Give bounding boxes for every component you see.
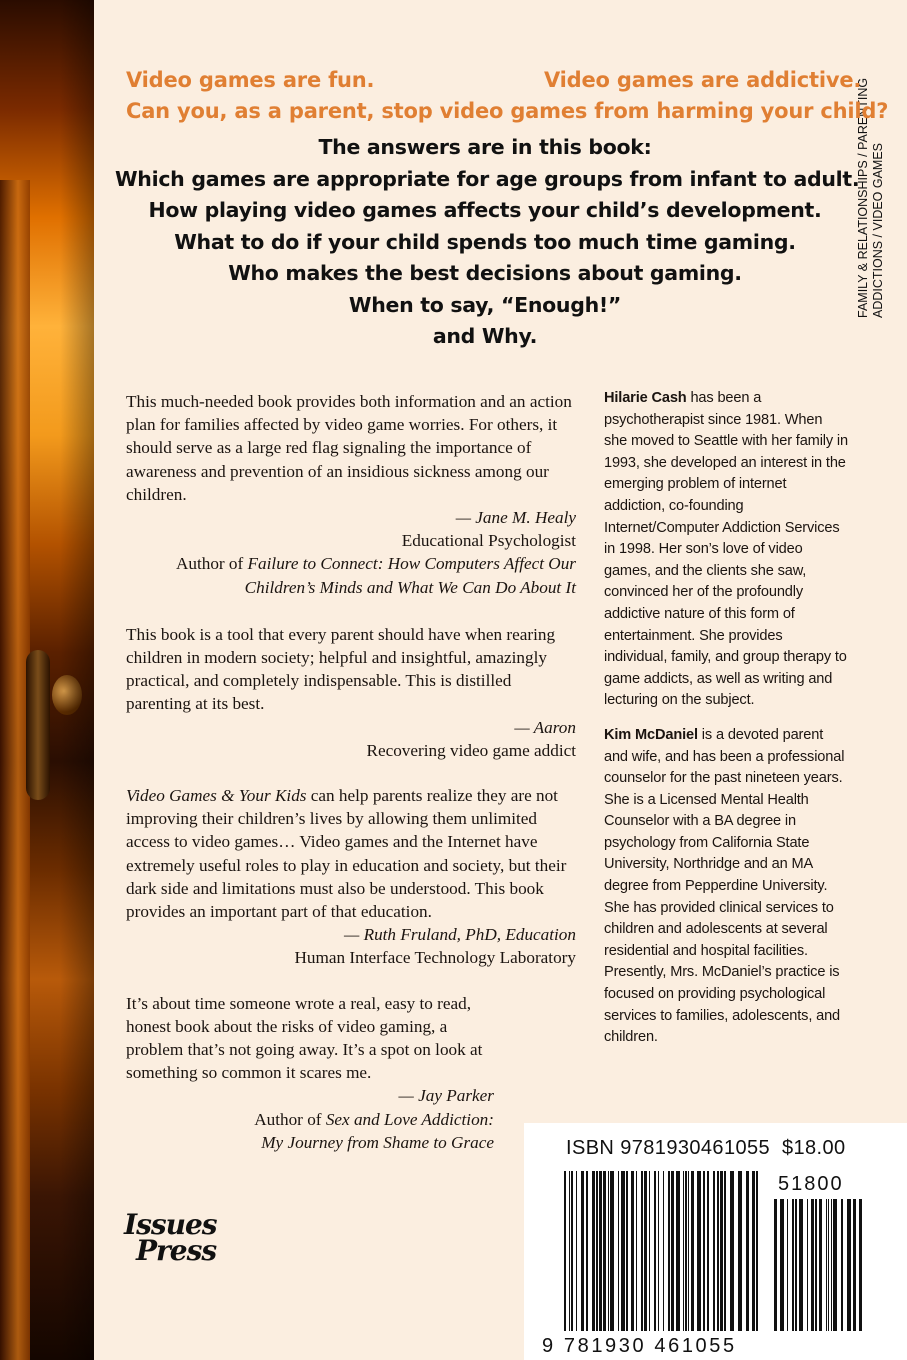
reviews-column [126,390,576,1176]
barcode-bar [787,1199,788,1331]
barcode-bar [774,1199,777,1331]
photo-shade [60,0,94,1360]
barcode-bar [831,1199,832,1331]
review-role: Human Interface Technology Laboratory [294,948,576,968]
barcode-bar [799,1199,803,1331]
review-credit-title: Failure to Connect: How Computers Affect Our Children’s Minds and What We Can Do About It [244,554,576,597]
barcode-bar [569,1171,570,1331]
barcode-number: 9 781930 461055 [542,1335,737,1357]
headline-line: The answers are in this book: [318,135,652,159]
review-text: It’s about time someone wrote a real, easy to read, honest book about the risks of video gaming, a problem that’s not going away. It’s a spot on look at something so common it scares me. [126,993,483,1083]
barcode-bar [685,1171,687,1331]
review-aaron [126,623,576,762]
review-credit-prefix: Author of [175,554,248,574]
headline-block [115,132,860,353]
category-line-1: FAMILY & RELATIONSHIPS / PARENTING [856,77,870,318]
barcode-bar [676,1171,680,1331]
barcode-bar [720,1171,723,1331]
barcode-bar [599,1171,602,1331]
tagline-question: Can you, as a parent, stop video games from harming your child? [126,99,889,123]
review-text [126,784,576,923]
headline-line: Which games are appropriate for age groups from infant to adult. [115,166,860,191]
review-author: — Aaron [514,717,576,737]
headline-line: What to do if your child spends too much time gaming. [174,229,796,254]
barcode-bar [697,1171,701,1331]
barcode-bar [571,1171,573,1331]
price-addon-barcode [774,1199,862,1331]
barcode-bar [631,1171,634,1331]
barcode-bar [756,1171,758,1331]
barcode-bar [738,1171,742,1331]
headline-line: Who makes the best decisions about gaming. [228,261,742,285]
price-code: 51800 [778,1173,844,1195]
barcode-bar [671,1171,674,1331]
cover-photo-strip [0,0,94,1360]
barcode-bar [707,1171,709,1331]
barcode-bar [807,1199,808,1331]
bio-hilarie-cash [604,388,849,712]
bio-kim-mcdaniel [604,725,849,1049]
review-healy [126,390,576,599]
barcode-bar [603,1171,606,1331]
barcode-bar [724,1171,726,1331]
barcode-bar [811,1199,814,1331]
price: $18.00 [781,1137,846,1159]
barcode-bar [730,1171,734,1331]
barcode-bar [717,1171,719,1331]
review-book-title: Video Games & Your Kids [126,786,307,806]
bio-text: is a devoted parent and wife, and has been a professional counselor for the past nineteen years. She is a Licensed Mental Health Counselor with a BA degree in psychology from California State University, Northridge and an MA degree from Pepperdine University. She has provided clinical services to children and adolescents at several residential and hospital facilities. Presently, Mrs. McDaniel’s practice is focused on providing psychological services to families, adolescents, and children. [604,726,845,1046]
review-credit-prefix: Author of [254,1109,326,1129]
barcode-bar [819,1199,822,1331]
review-role: Educational Psychologist [401,531,576,551]
barcode-bar [658,1171,659,1331]
barcode-bar [826,1199,827,1331]
author-bios [604,388,849,1062]
barcode-bar [780,1199,784,1331]
review-role: Recovering video game addict [366,740,576,760]
barcode-bar [649,1171,650,1331]
publisher-logo-line-2: Press [136,1234,217,1267]
barcode-bar [610,1171,614,1331]
barcode-bar [581,1171,584,1331]
barcode-bar [688,1171,689,1331]
barcode-bar [596,1171,598,1331]
bio-name: Hilarie Cash [604,390,687,406]
review-body: can help parents realize they are not improving their children’s lives by allowing them unlimited access to video games… Video games and the Internet have extremely useful roles to play in education and society, but their dark side and limitations must also be understood. This book provides an important part of that education. [126,786,567,922]
barcode-bar [792,1199,794,1331]
barcode-panel [524,1123,907,1360]
barcode-bar [853,1199,856,1331]
barcode-bar [586,1171,588,1331]
headline-line: How playing video games affects your child’s development. [148,198,822,222]
barcode-bar [663,1171,664,1331]
tagline-right: Video games are addictive. [544,68,862,92]
tagline-left: Video games are fun. [126,68,375,92]
barcode-bar [636,1171,637,1331]
review-credit-title-2: My Journey from Shame to Grace [261,1132,494,1152]
barcode-bar [828,1199,829,1331]
barcode-bar [847,1199,851,1331]
keyhole-plate-image [26,650,50,800]
review-fruland [126,784,576,970]
review-author: — Jay Parker [398,1086,494,1106]
barcode-bar [576,1171,577,1331]
headline-line: and Why. [432,324,538,348]
barcode-bar [592,1171,595,1331]
barcode-bar [703,1171,705,1331]
review-text: This book is a tool that every parent should have when rearing children in modern society; helpful and insightful, amazingly practical, and completely indispensable. This is distilled parenting at its best. [126,624,556,714]
barcode-bar [654,1171,656,1331]
headline-line: When to say, “Enough!” [348,292,622,317]
review-credit [126,552,576,598]
barcode-bar [608,1171,609,1331]
review-author: — Ruth Fruland, PhD, Education [343,925,576,945]
isbn-label: ISBN 9781930461055 [566,1137,771,1159]
barcode-bar [683,1171,684,1331]
barcode-bar [841,1199,843,1331]
category-line-2: ADDICTIONS / VIDEO GAMES [871,142,885,318]
review-credit-title: Sex and Love Addiction: [325,1109,494,1129]
bio-text: has been a psychotherapist since 1981. When she moved to Seattle with her family in 1993, she developed an interest in the emerging problem of internet addiction, co-founding Internet/Computer Addiction Services in 1998. Her son’s love of video games, and the clients she saw, convinced her of the profoundly addictive nature of this form of entertainment. She provides individual, family, and group therapy to game addicts, as well as writing and lecturing on the subject. [604,390,848,709]
barcode-bar [641,1171,643,1331]
barcode-bar [795,1199,797,1331]
barcode-bar [668,1171,670,1331]
barcode-bar [621,1171,625,1331]
review-credit [126,1108,494,1131]
barcode-bar [564,1171,566,1331]
barcode-bar [626,1171,628,1331]
barcode-bar [752,1171,755,1331]
publisher-logo [124,1208,217,1267]
barcode-bar [691,1171,694,1331]
barcode-bar [713,1171,715,1331]
review-parker [126,992,494,1154]
bio-name: Kim McDaniel [604,726,698,743]
barcode-bar [618,1171,619,1331]
review-text: This much-needed book provides both information and an action plan for families affected by video game worries. For others, it should serve as a large red flag signaling the importance of awareness and prevention of an insidious sickness among our children. [126,392,572,504]
barcode-bar [833,1199,837,1331]
barcode-bar [815,1199,817,1331]
barcode-bar [746,1171,749,1331]
review-author: — Jane M. Healy [455,508,576,528]
barcode-bars [524,1123,907,1360]
barcode-bar [644,1171,647,1331]
publisher-logo-line-1: Issues [124,1208,217,1241]
barcode-bar [859,1199,862,1331]
main-barcode [564,1171,758,1331]
